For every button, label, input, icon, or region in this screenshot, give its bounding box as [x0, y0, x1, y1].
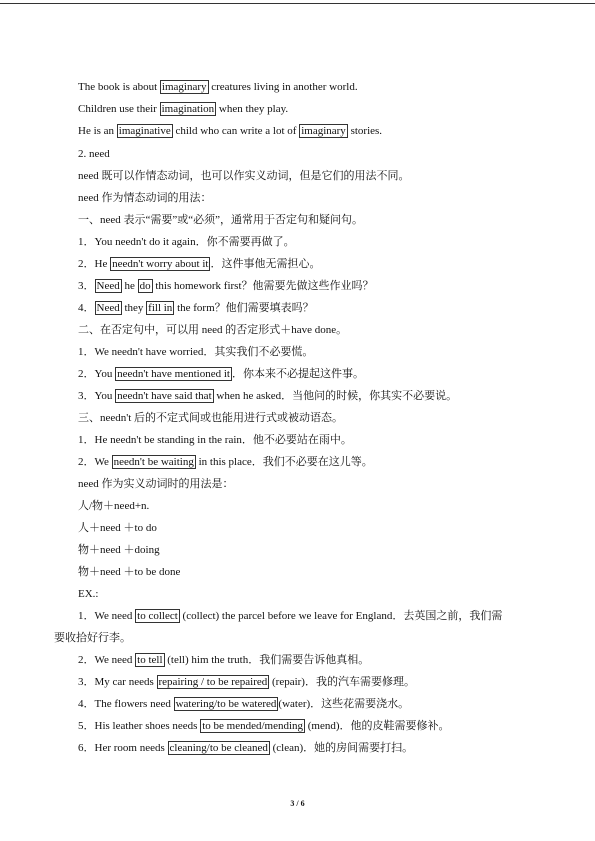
text-segment: 要收拾好行李。	[54, 632, 131, 644]
answer-box: needn't have said that	[117, 390, 212, 402]
text-line	[78, 345, 313, 359]
text-line	[78, 191, 212, 205]
text-line	[78, 697, 409, 711]
text-segment: He is an	[78, 125, 117, 137]
text-segment: (clean)．她的房间需要打扫。	[269, 742, 414, 754]
text-segment: stories.	[347, 125, 383, 137]
text-line	[78, 389, 457, 403]
text-segment: Children use their	[78, 103, 160, 115]
text-segment: creatures living in another world.	[208, 81, 358, 93]
page-number: 3 / 6	[290, 799, 305, 808]
text-segment: 2．We	[78, 456, 112, 468]
text-line	[78, 433, 352, 447]
text-segment: 3．You	[78, 390, 116, 402]
answer-box: watering/to be watered	[175, 698, 277, 710]
text-line	[78, 499, 149, 513]
text-segment: 1．He needn't be standing in the rain．他不必要站在雨中。	[78, 434, 352, 446]
text-line	[78, 653, 369, 667]
text-line	[78, 147, 110, 161]
text-segment: ．你本来不必提起这件事。	[231, 368, 364, 380]
text-segment: 2．You	[78, 368, 116, 380]
text-segment: 2. need	[78, 148, 110, 160]
text-segment: 4．The flowers need	[78, 698, 174, 710]
answer-box: to be mended/mending	[202, 720, 304, 732]
text-line	[78, 543, 160, 557]
text-segment: 2．We need	[78, 654, 136, 666]
text-line	[78, 124, 382, 138]
text-segment: (tell) him the truth．我们需要告诉他真相。	[164, 654, 370, 666]
text-segment: this homework first？他需要先做这些作业吗？	[152, 280, 374, 292]
text-segment: 人＋need ＋to do	[78, 522, 157, 534]
text-line	[78, 169, 410, 183]
answer-box: imaginary	[301, 125, 346, 137]
answer-box: to tell	[137, 654, 163, 666]
text-segment: The book is about	[78, 81, 160, 93]
text-segment: ．这件事他无需担心。	[210, 258, 321, 270]
text-segment: 人/物＋need+n.	[78, 500, 150, 512]
answer-box: cleaning/to be cleaned	[169, 742, 268, 754]
text-segment: 二、在否定句中，可以用 need 的否定形式＋have done。	[78, 324, 348, 336]
text-line	[78, 102, 288, 116]
text-segment: 4．	[78, 302, 95, 314]
text-line	[78, 213, 363, 227]
text-segment: need 既可以作情态动词，也可以作实义动词，但是它们的用法不同。	[78, 170, 410, 182]
text-line	[78, 80, 358, 94]
text-line	[78, 719, 450, 733]
answer-box: Need	[96, 280, 120, 292]
text-segment: he	[121, 280, 138, 292]
text-line	[54, 631, 131, 645]
answer-box: imaginary	[161, 81, 207, 93]
text-segment: EX.:	[78, 588, 99, 600]
text-line	[78, 675, 415, 689]
answer-box: fill in	[148, 302, 173, 314]
answer-box: imagination	[161, 103, 215, 115]
text-line	[78, 609, 502, 623]
text-line	[78, 323, 347, 337]
text-segment: the form？他们需要填表吗？	[174, 302, 314, 314]
text-segment: 5．His leather shoes needs	[78, 720, 201, 732]
text-segment: 物＋need ＋to be done	[78, 566, 181, 578]
text-segment: in this place．我们不必要在这儿等。	[195, 456, 373, 468]
text-segment: 物＋need ＋doing	[78, 544, 160, 556]
text-segment: (repair)．我的汽车需要修理。	[269, 676, 415, 688]
text-line	[78, 455, 373, 469]
text-segment: 2．He	[78, 258, 111, 270]
text-line	[78, 565, 180, 579]
text-segment: 1．We needn't have worried．其实我们不必要慌。	[78, 346, 314, 358]
text-segment: 一、need 表示“需要”或“必须”，通常用于否定句和疑问句。	[78, 214, 364, 226]
text-segment: (mend)．他的皮鞋需要修补。	[305, 720, 450, 732]
text-line	[78, 477, 234, 491]
answer-box: repairing / to be repaired	[158, 676, 268, 688]
answer-box: Need	[96, 302, 120, 314]
text-line	[78, 235, 295, 249]
text-segment: child who can write a lot of	[172, 125, 300, 137]
text-segment: 1．You needn't do it again．你不需要再做了。	[78, 236, 295, 248]
text-line	[78, 301, 314, 315]
text-line	[78, 279, 374, 293]
answer-box: imaginative	[118, 125, 171, 137]
answer-box: needn't worry about it	[112, 258, 209, 270]
text-line	[78, 411, 343, 425]
text-line	[78, 367, 364, 381]
text-segment: they	[121, 302, 147, 314]
text-segment: need 作为情态动词的用法：	[78, 192, 212, 204]
text-segment: 6．Her room needs	[78, 742, 168, 754]
header-rule	[0, 3, 595, 4]
text-line	[78, 521, 157, 535]
text-line	[78, 257, 320, 271]
text-segment: (collect) the parcel before we leave for England．去英国之前，我们需	[179, 610, 503, 622]
text-segment: when they play.	[216, 103, 289, 115]
text-segment: need 作为实义动词时的用法是：	[78, 478, 234, 490]
text-segment: when he asked．当他问的时候，你其实不必要说。	[213, 390, 458, 402]
text-segment: (water)．这些花需要浇水。	[278, 698, 410, 710]
answer-box: needn't be waiting	[113, 456, 194, 468]
text-segment: 1．We need	[78, 610, 136, 622]
answer-box: needn't have mentioned it	[117, 368, 230, 380]
answer-box: to collect	[137, 610, 178, 622]
text-line	[78, 587, 98, 601]
text-segment: 3．My car needs	[78, 676, 157, 688]
text-segment: 3．	[78, 280, 95, 292]
answer-box: do	[139, 280, 151, 292]
text-line	[78, 741, 413, 755]
text-segment: 三、needn't 后的不定式间或也能用进行式或被动语态。	[78, 412, 344, 424]
